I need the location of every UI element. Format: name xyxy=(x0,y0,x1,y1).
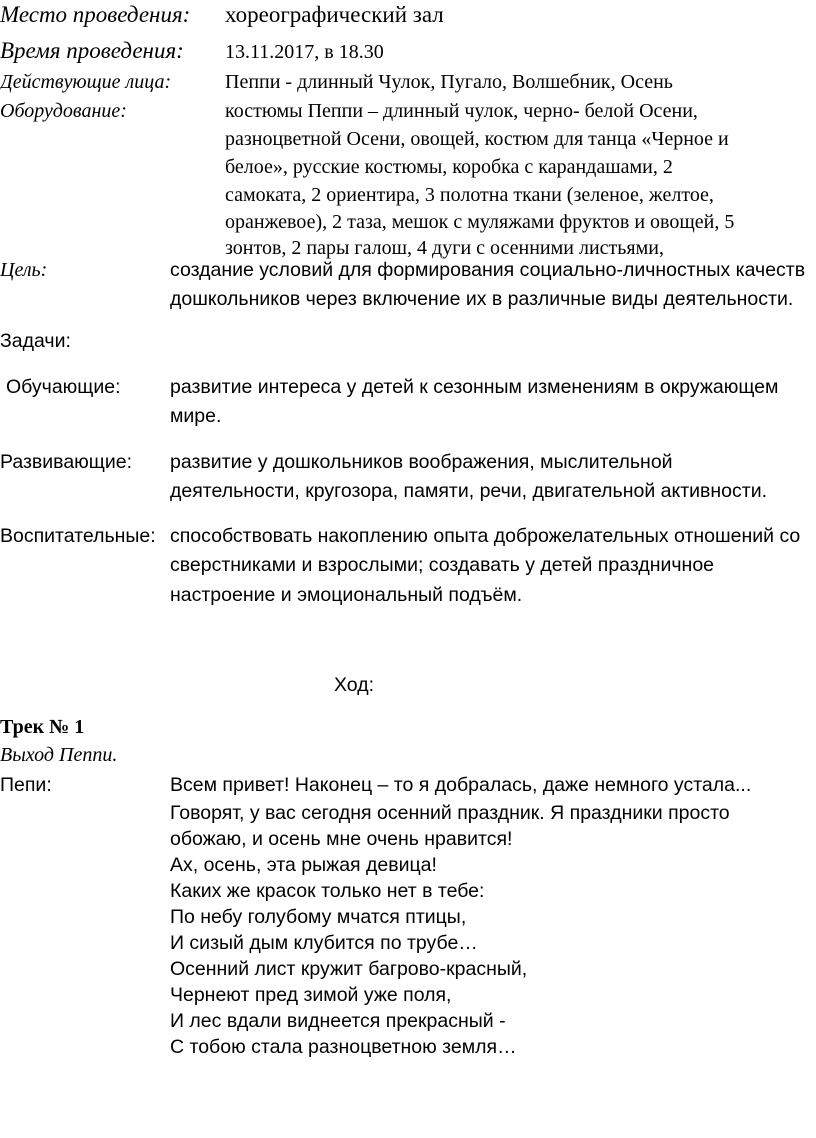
speech-line: И сизый дым клубится по трубе… xyxy=(170,932,478,954)
developing-line: развитие у дошкольников воображения, мыслительной xyxy=(170,451,673,473)
educational-line: настроение и эмоциональный подъём. xyxy=(170,584,523,606)
educational-label: Воспитательные: xyxy=(0,525,156,547)
speech-line: И лес вдали виднеется прекрасный - xyxy=(170,1010,506,1032)
actors-value: Пеппи - длинный Чулок, Пугало, Волшебник, Осень xyxy=(225,71,673,93)
speech-line: Ах, осень, эта рыжая девица! xyxy=(170,854,437,876)
equipment-line: зонтов, 2 пары галош, 4 дуги с осенними листьями, xyxy=(225,237,664,259)
goal-line: дошкольников через включение их в различные виды деятельности. xyxy=(170,288,794,310)
equipment-line: костюмы Пеппи – длинный чулок, черно- белой Осени, xyxy=(225,100,698,122)
speech-line: Каких же красок только нет в тебе: xyxy=(170,880,485,902)
teaching-label: Обучающие: xyxy=(6,376,121,398)
place-label: Место проведения: xyxy=(0,2,191,27)
tasks-title: Задачи: xyxy=(0,330,71,352)
developing-line: деятельности, кругозора, памяти, речи, двигательной активности. xyxy=(170,480,768,502)
track-title: Трек № 1 xyxy=(0,716,85,738)
place-value: хореографический зал xyxy=(225,2,444,27)
goal-line: создание условий для формирования социально-личностных качеств xyxy=(170,259,806,281)
teaching-line: развитие интереса у детей к сезонным изменениям в окружающем xyxy=(170,376,779,398)
speech-line: По небу голубому мчатся птицы, xyxy=(170,906,467,928)
speech-line: Чернеют пред зимой уже поля, xyxy=(170,984,452,1006)
speaker-label: Пепи: xyxy=(0,774,52,796)
developing-label: Развивающие: xyxy=(0,451,132,473)
actors-label: Действующие лица: xyxy=(0,71,172,93)
educational-line: способствовать накоплению опыта доброжелательных отношений со xyxy=(170,525,801,547)
speech-line: С тобою стала разноцветною земля… xyxy=(170,1036,517,1058)
educational-line: сверстниками и взрослыми; создавать у детей праздничное xyxy=(170,554,715,576)
speech-line: Говорят, у вас сегодня осенний праздник. Я праздники просто xyxy=(170,802,730,824)
time-value: 13.11.2017, в 18.30 xyxy=(225,41,384,63)
teaching-line: мире. xyxy=(170,405,222,427)
equipment-line: белое», русские костюмы, коробка с карандашами, 2 xyxy=(225,156,673,178)
course-title: Ход: xyxy=(334,674,374,696)
equipment-line: разноцветной Осени, овощей, костюм для танца «Черное и xyxy=(225,128,729,150)
stage-direction: Выход Пеппи. xyxy=(0,744,118,766)
time-label: Время проведения: xyxy=(0,38,184,63)
equipment-line: оранжевое), 2 таза, мешок с муляжами фруктов и овощей, 5 xyxy=(225,211,735,233)
speech-line: Всем привет! Наконец – то я добралась, даже немного устала... xyxy=(170,774,752,796)
goal-label: Цель: xyxy=(0,259,48,281)
equipment-label: Оборудование: xyxy=(0,100,127,122)
speech-line: обожаю, и осень мне очень нравится! xyxy=(170,828,513,850)
equipment-line: самоката, 2 ориентира, 3 полотна ткани (зеленое, желтое, xyxy=(225,184,714,206)
speech-line: Осенний лист кружит багрово-красный, xyxy=(170,958,528,980)
